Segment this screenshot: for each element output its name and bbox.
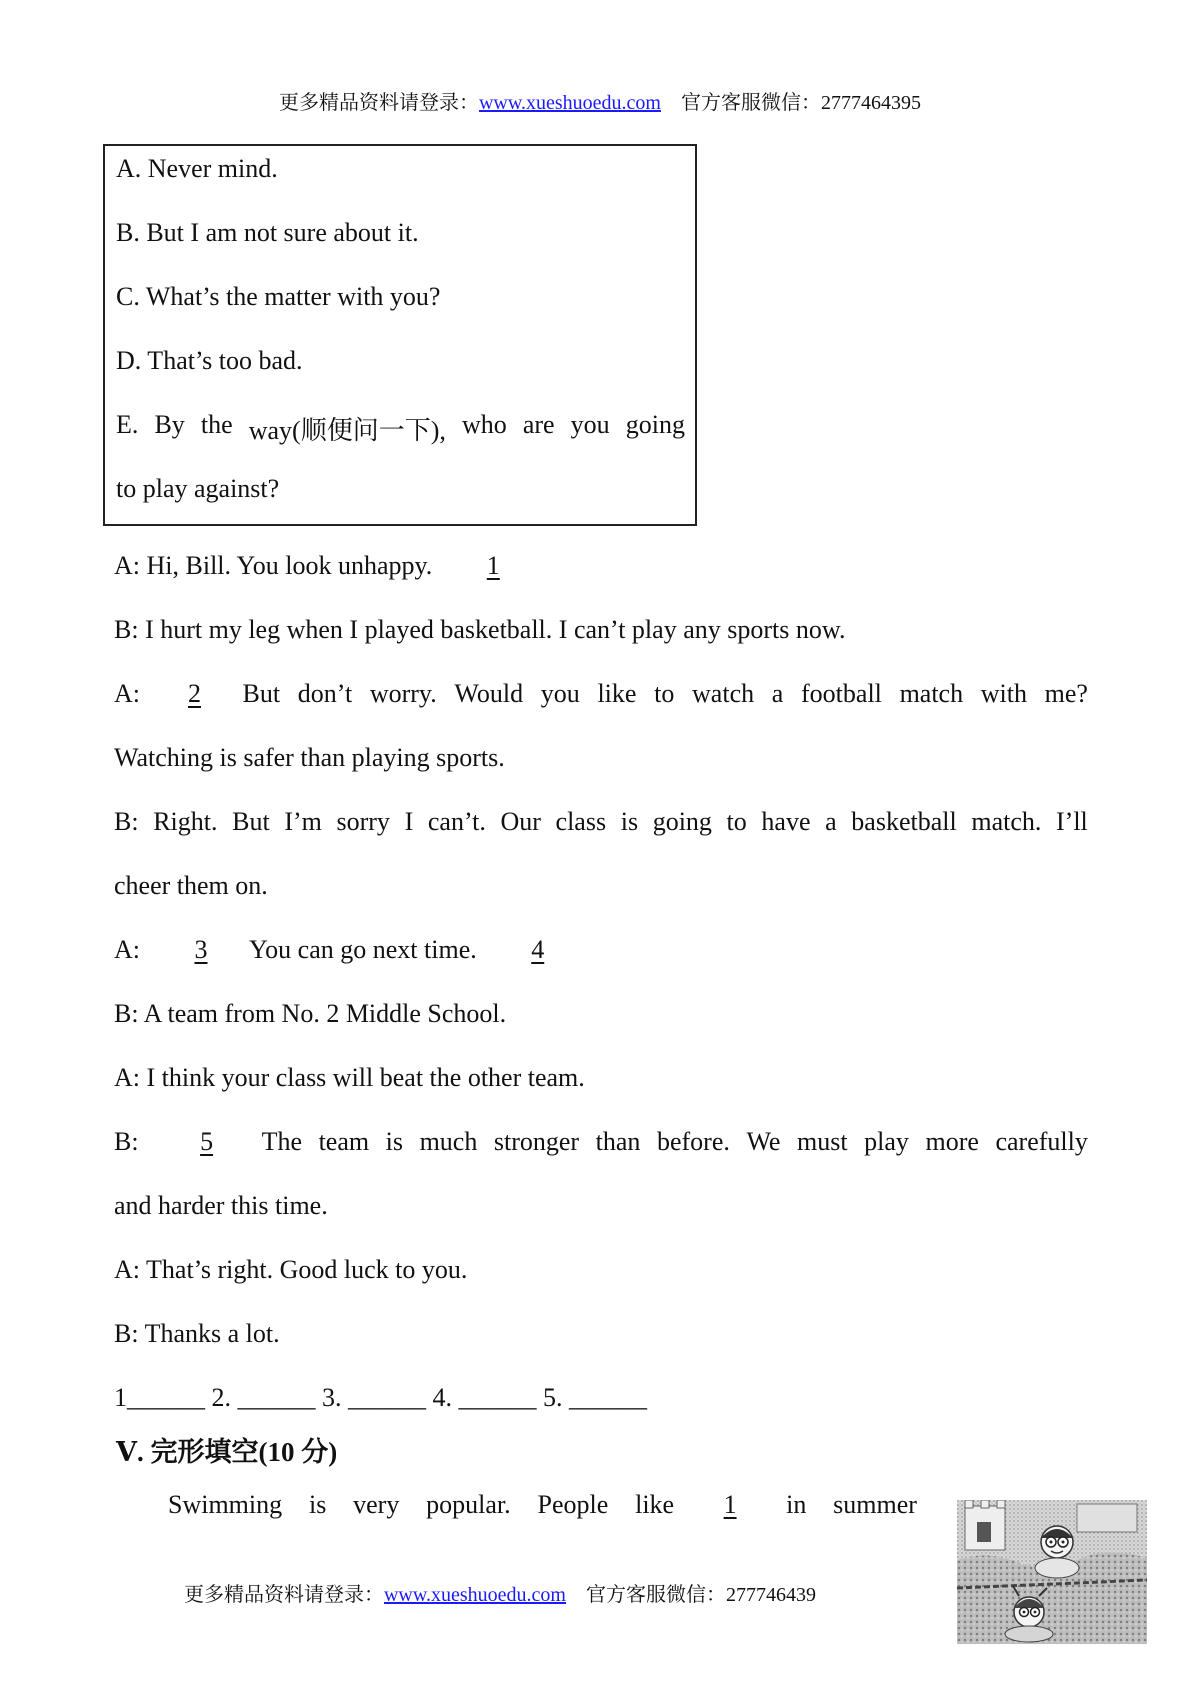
option-d: D. That’s too bad. bbox=[116, 346, 303, 375]
cloze-word: like bbox=[635, 1490, 675, 1519]
option-e-word: going bbox=[625, 410, 685, 439]
dialogue-word: more bbox=[925, 1127, 979, 1156]
dialogue-word: I’m bbox=[284, 807, 322, 836]
cloze-word: in bbox=[786, 1490, 807, 1519]
options-box bbox=[103, 144, 697, 526]
dialogue-word: match bbox=[899, 679, 964, 708]
option-e-word: are bbox=[522, 410, 555, 439]
dialogue-word: to bbox=[726, 807, 747, 836]
option-e-word: way(顺便问一下), bbox=[248, 416, 446, 445]
cloze-word: Swimming bbox=[168, 1490, 283, 1519]
dialogue-word: much bbox=[419, 1127, 478, 1156]
dialogue-line-4: Watching is safer than playing sports. bbox=[114, 743, 505, 772]
swimming-children-illustration bbox=[957, 1500, 1147, 1644]
blank-3[interactable]: 3 bbox=[194, 935, 208, 964]
cloze-word: very bbox=[353, 1490, 400, 1519]
option-c: C. What’s the matter with you? bbox=[116, 282, 441, 311]
dialogue-word: match. bbox=[971, 807, 1042, 836]
cloze-first-line bbox=[168, 1490, 917, 1520]
page-footer bbox=[0, 1578, 1200, 1607]
cloze-word: People bbox=[537, 1490, 609, 1519]
dialogue-word: football bbox=[801, 679, 882, 708]
blank-5[interactable]: 5 bbox=[200, 1127, 214, 1156]
dialogue-line-11: and harder this time. bbox=[114, 1191, 328, 1220]
option-e-word: who bbox=[461, 410, 507, 439]
dialogue-line-6: cheer them on. bbox=[114, 871, 268, 900]
dialogue-word: basketball bbox=[851, 807, 957, 836]
cloze-word: popular. bbox=[426, 1490, 511, 1519]
dialogue-word: I’ll bbox=[1056, 807, 1088, 836]
option-b: B. But I am not sure about it. bbox=[116, 218, 419, 247]
cloze-blank-group bbox=[635, 1490, 806, 1520]
dialogue-line-3 bbox=[114, 679, 1088, 709]
header-site-link[interactable]: www.xueshuoedu.com bbox=[478, 92, 661, 114]
blank-1[interactable]: 1 bbox=[486, 551, 500, 580]
option-e-word: you bbox=[570, 410, 610, 439]
speaker-label: A: bbox=[114, 935, 140, 964]
footer-prefix: 更多精品资料请登录： bbox=[183, 1584, 384, 1606]
section-title: Ⅴ. 完形填空(10 分) bbox=[116, 1437, 338, 1467]
dialogue-word: don’t bbox=[297, 679, 353, 708]
dialogue-line-8: B: A team from No. 2 Middle School. bbox=[114, 999, 507, 1028]
answer-blanks-line[interactable]: 1______ 2. ______ 3. ______ 4. ______ 5. ______ bbox=[114, 1383, 647, 1412]
dialogue-word: is bbox=[620, 807, 639, 836]
dialogue-word: Right. bbox=[153, 807, 218, 836]
dialogue-word: play bbox=[864, 1127, 909, 1156]
speaker-label: B: bbox=[114, 1127, 139, 1156]
dialogue-word: before. bbox=[656, 1127, 730, 1156]
dialogue-word: class bbox=[555, 807, 607, 836]
dialogue-word: going bbox=[652, 807, 712, 836]
dialogue-word: sorry bbox=[336, 807, 390, 836]
option-e-line2: to play against? bbox=[116, 474, 280, 503]
dialogue-word: We bbox=[746, 1127, 781, 1156]
dialogue-word: stronger bbox=[493, 1127, 580, 1156]
dialogue-word: team bbox=[318, 1127, 370, 1156]
page-header bbox=[0, 86, 1200, 115]
dialogue-word: The bbox=[261, 1127, 302, 1156]
dialogue-word: a bbox=[825, 807, 837, 836]
dialogue-line-2: B: I hurt my leg when I played basketball. I can’t play any sports now. bbox=[114, 615, 846, 644]
footer-contact: 官方客服微信：277746439 bbox=[586, 1584, 816, 1606]
dialogue-word: is bbox=[385, 1127, 403, 1156]
header-contact: 官方客服微信：2777464395 bbox=[681, 92, 921, 114]
dialogue-word: carefully bbox=[995, 1127, 1088, 1156]
dialogue-word: B: bbox=[114, 807, 139, 836]
dialogue-word: have bbox=[761, 807, 811, 836]
dialogue-word: than bbox=[595, 1127, 641, 1156]
dialogue-line-1 bbox=[114, 551, 541, 581]
dialogue-word: a bbox=[771, 679, 784, 708]
dialogue-line-7 bbox=[114, 935, 586, 965]
dialogue-word: Our bbox=[500, 807, 541, 836]
speaker-label: A: bbox=[114, 679, 140, 708]
dialogue-word: I bbox=[404, 807, 414, 836]
cloze-blank-1[interactable]: 1 bbox=[723, 1490, 737, 1519]
dialogue-word: But bbox=[242, 679, 281, 708]
dialogue-word: with bbox=[980, 679, 1027, 708]
dialogue-word: to bbox=[654, 679, 675, 708]
dialogue-text: You can go next time. bbox=[249, 935, 477, 964]
dialogue-word: But bbox=[232, 807, 270, 836]
dialogue-line-13: B: Thanks a lot. bbox=[114, 1319, 280, 1348]
option-e-word: By bbox=[154, 410, 185, 439]
dialogue-text: A: Hi, Bill. You look unhappy. bbox=[114, 551, 433, 580]
dialogue-word: worry. bbox=[369, 679, 437, 708]
dialogue-line-5 bbox=[114, 807, 1088, 837]
option-a: A. Never mind. bbox=[116, 154, 278, 183]
cloze-word: summer bbox=[833, 1490, 917, 1519]
cloze-word: is bbox=[308, 1490, 327, 1519]
dialogue-line-10 bbox=[114, 1127, 1088, 1157]
footer-site-link[interactable]: www.xueshuoedu.com bbox=[383, 1584, 566, 1606]
dialogue-word: like bbox=[597, 679, 637, 708]
dialogue-word: me? bbox=[1044, 679, 1088, 708]
dialogue-line-9: A: I think your class will beat the other team. bbox=[114, 1063, 585, 1092]
dialogue-word: can’t. bbox=[427, 807, 486, 836]
dialogue-word: Would bbox=[454, 679, 524, 708]
option-e-word: E. bbox=[116, 410, 139, 439]
blank-4[interactable]: 4 bbox=[531, 935, 545, 964]
dialogue-word: you bbox=[540, 679, 580, 708]
blank-2[interactable]: 2 bbox=[188, 679, 201, 708]
header-prefix: 更多精品资料请登录： bbox=[278, 92, 479, 114]
option-e-line1 bbox=[116, 410, 685, 447]
dialogue-line-12: A: That’s right. Good luck to you. bbox=[114, 1255, 468, 1284]
dialogue-word: must bbox=[797, 1127, 848, 1156]
option-e-word: the bbox=[200, 410, 233, 439]
dialogue-word: watch bbox=[692, 679, 755, 708]
